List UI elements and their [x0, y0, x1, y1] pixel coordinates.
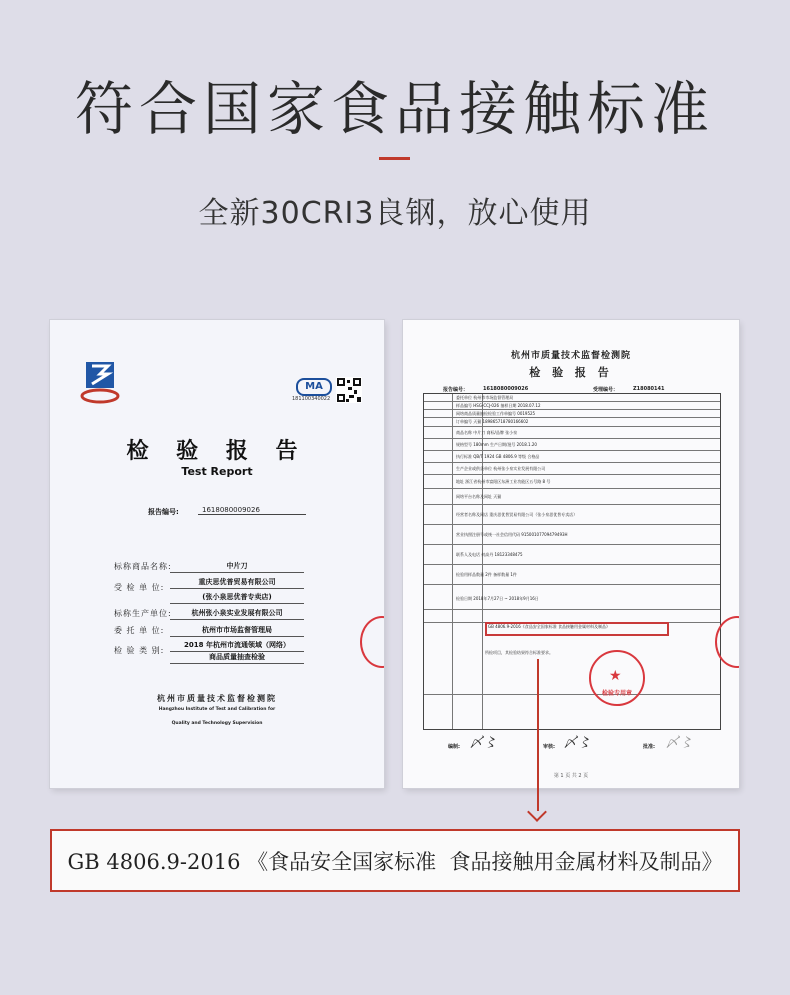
conclusion-text: 所检项目，其检验结果符合标准要求。: [485, 650, 553, 655]
report-row: 网络商品质量抽检检验工作单编号 0019525: [456, 411, 536, 416]
report-row: 网络平台名称及网址 天猫: [456, 494, 502, 499]
field-label: 标称商品名称:: [114, 562, 172, 571]
report-row: 检验日期 2018年7月27日 ~ 2018年9月16日: [456, 596, 539, 601]
field-value: 中片刀: [170, 561, 304, 573]
test-report-page: [403, 320, 739, 788]
cma-number: 181100340022: [292, 396, 331, 402]
field-label: 检 验 类 别:: [114, 646, 165, 655]
field-value: (张小泉思优普专卖店): [170, 592, 304, 604]
report-row: 执行标准 QB/T 1924 GB 4806.9 等级 合格品: [456, 454, 540, 459]
report-row: 订单编号 天猫 189865718780166602: [456, 419, 529, 424]
report-row: 地址 浙江省杭州市富阳区东洲工业功能区五号路 8 号: [456, 479, 551, 484]
arrow-down-icon: [527, 802, 547, 822]
subheadline: 全新30CRI3良钢，放心使用: [198, 196, 592, 231]
field-label: 委 托 单 位:: [114, 626, 165, 635]
report-row: 联系人及电话 何高丹 18123348475: [456, 552, 523, 557]
cma-mark: MA: [296, 378, 332, 396]
field-label: 标称生产单位:: [114, 609, 172, 618]
field-value: 重庆思优普贸易有限公司: [170, 577, 304, 589]
arrow-line: [537, 659, 539, 811]
report-table: [423, 393, 721, 730]
approver-label: 批准:: [643, 744, 655, 750]
institution-en: Hangzhou Institute of Test and Calibration for: [158, 707, 276, 712]
report-row: 营业执照注册号或统一社会信用代码 91500107709479493H: [456, 532, 568, 537]
signature-icon: 〆〻: [665, 735, 693, 751]
report-row: 经营者名称及网店 重庆思优普贸易有限公司（张小泉思优普专卖店）: [456, 512, 578, 517]
report-row: 检验用样品数量 2件 备样数量 1件: [456, 572, 517, 577]
editor-label: 编制:: [448, 744, 460, 750]
standard-highlight-text: GB 4806.9-2016《食品安全国家标准 食品接触用金属材料及制品》: [488, 624, 611, 629]
standard-callout: GB 4806.9-2016 《食品安全国家标准 食品接触用金属材料及制品》: [50, 829, 740, 892]
signature-icon: 〆〻: [563, 735, 591, 751]
report-no: 1618080009026: [483, 386, 529, 392]
report-row: 样品编号 HSG-CCJ-026 抽样日期 2018.07.12: [456, 403, 541, 408]
certificate-title: 检 验 报 告: [126, 438, 308, 464]
report-row: 规格型号 180mm 生产日期/批号 2018.1.20: [456, 442, 537, 447]
reviewer-label: 审核:: [543, 744, 555, 750]
seal-stamp-icon: [360, 616, 384, 668]
accept-no: Z18080141: [633, 386, 665, 392]
institute-logo-icon: [80, 360, 120, 406]
qr-code-icon: [336, 377, 362, 403]
accept-no-label: 受理编号：: [593, 387, 619, 393]
institution-en: Quality and Technology Supervision: [171, 721, 263, 726]
signature-icon: 〆〻: [469, 735, 497, 751]
stamp-label: 检验专用章: [601, 690, 632, 697]
field-value: 2018 年杭州市流通领域（网络）: [170, 640, 304, 652]
institution-name: 杭州市质量技术监督检测院: [157, 693, 277, 703]
certificate-cover: [50, 320, 384, 788]
page-info: 第 1 页 共 2 页: [553, 773, 589, 779]
report-title: 检 验 报 告: [529, 366, 613, 379]
report-row: 商品名称 中片刀 商标/品牌 张小泉: [456, 430, 518, 435]
report-no-label: 报告编号:: [148, 508, 179, 516]
star-icon: ★: [609, 668, 622, 684]
field-value: 杭州市市场监督管理局: [170, 625, 304, 637]
field-value: 杭州张小泉实业发展有限公司: [170, 608, 304, 620]
report-row: 委托单位 杭州市市场监督管理局: [456, 395, 514, 400]
report-no: 1618080009026: [198, 506, 306, 515]
report-institution: 杭州市质量技术监督检测院: [510, 351, 631, 361]
report-row: 生产企业或供货单位 杭州张小泉实业发展有限公司: [456, 466, 546, 471]
certificate-subtitle: Test Report: [181, 465, 253, 478]
inspection-stamp-icon: [589, 650, 645, 706]
field-label: 受 检 单 位:: [114, 583, 165, 592]
headline: 符合国家食品接触标准: [74, 75, 715, 143]
report-no-label: 报告编号：: [443, 387, 469, 393]
accent-bar: [379, 157, 410, 160]
field-value: 商品质量抽查检验: [170, 652, 304, 664]
